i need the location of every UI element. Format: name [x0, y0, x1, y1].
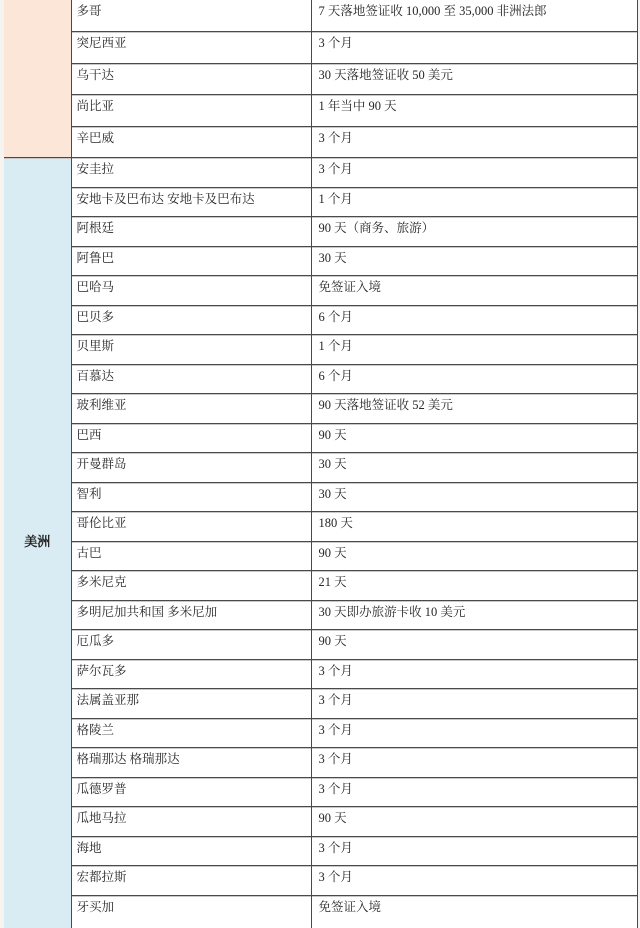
- table-row: [4, 0, 637, 32]
- visa-requirement-cell: 3 个月: [311, 689, 637, 719]
- table-row: [4, 807, 637, 837]
- country-name-cell: 阿根廷: [71, 217, 311, 247]
- visa-requirement-cell: 3 个月: [311, 866, 637, 896]
- country-name-cell: 瓜地马拉: [71, 807, 311, 837]
- country-name-cell: 巴西: [71, 423, 311, 453]
- table-row: [4, 718, 637, 748]
- visa-requirement-cell: 3 个月: [311, 659, 637, 689]
- country-name-cell: 格瑞那达 格瑞那达: [71, 748, 311, 778]
- visa-requirement-cell: 90 天落地签证收 52 美元: [311, 394, 637, 424]
- country-name-cell: 玻利维亚: [71, 394, 311, 424]
- country-name-cell: 宏都拉斯: [71, 866, 311, 896]
- region-cell-americas: [4, 158, 71, 928]
- country-name-cell: 百慕达: [71, 364, 311, 394]
- country-name-cell: 多米尼克: [71, 571, 311, 601]
- visa-requirement-cell: 30 天即办旅游卡收 10 美元: [311, 600, 637, 630]
- country-name-cell: 突尼西亚: [71, 32, 311, 64]
- visa-requirement-cell: 30 天: [311, 246, 637, 276]
- table-row: [4, 659, 637, 689]
- country-name-cell: 巴哈马: [71, 276, 311, 306]
- country-name-cell: 开曼群岛: [71, 453, 311, 483]
- country-name-cell: 哥伦比亚: [71, 512, 311, 542]
- region-label: 美洲: [24, 534, 51, 550]
- visa-requirement-cell: 3 个月: [311, 158, 637, 188]
- table-row: [4, 217, 637, 247]
- visa-requirement-cell: 3 个月: [311, 32, 637, 64]
- visa-requirement-cell: 3 个月: [311, 126, 637, 158]
- table-row: [4, 630, 637, 660]
- table-row: [4, 748, 637, 778]
- table-row: [4, 689, 637, 719]
- table-row: [4, 453, 637, 483]
- visa-requirement-cell: 90 天: [311, 630, 637, 660]
- visa-requirement-cell: 90 天: [311, 807, 637, 837]
- country-name-cell: 厄瓜多: [71, 630, 311, 660]
- country-name-cell: 古巴: [71, 541, 311, 571]
- table-row: [4, 482, 637, 512]
- table-row: [4, 187, 637, 217]
- visa-requirement-cell: 3 个月: [311, 748, 637, 778]
- table-row: [4, 158, 637, 188]
- country-name-cell: 多明尼加共和国 多米尼加: [71, 600, 311, 630]
- visa-requirement-cell: 3 个月: [311, 718, 637, 748]
- visa-requirement-cell: 1 年当中 90 天: [311, 95, 637, 127]
- visa-requirement-cell: 7 天落地签证收 10,000 至 35,000 非洲法郎: [311, 0, 637, 32]
- visa-requirement-cell: 21 天: [311, 571, 637, 601]
- country-name-cell: 巴贝多: [71, 305, 311, 335]
- visa-requirement-cell: 1 个月: [311, 335, 637, 365]
- country-name-cell: 瓜德罗普: [71, 777, 311, 807]
- visa-requirement-cell: 30 天: [311, 453, 637, 483]
- country-name-cell: 牙买加: [71, 895, 311, 928]
- country-name-cell: 乌干达: [71, 63, 311, 95]
- table-row: [4, 541, 637, 571]
- country-name-cell: 多哥: [71, 0, 311, 32]
- country-name-cell: 安圭拉: [71, 158, 311, 188]
- table-row: [4, 512, 637, 542]
- visa-requirement-cell: 免签证入境: [311, 276, 637, 306]
- country-name-cell: 法属盖亚那: [71, 689, 311, 719]
- visa-requirement-cell: 180 天: [311, 512, 637, 542]
- country-name-cell: 格陵兰: [71, 718, 311, 748]
- visa-requirement-cell: 30 天落地签证收 50 美元: [311, 63, 637, 95]
- table-row: [4, 394, 637, 424]
- country-name-cell: 海地: [71, 836, 311, 866]
- table-row: [4, 836, 637, 866]
- table-row: [4, 246, 637, 276]
- table-row: [4, 126, 637, 158]
- visa-requirement-cell: 30 天: [311, 482, 637, 512]
- visa-requirement-cell: 6 个月: [311, 364, 637, 394]
- table-row: [4, 571, 637, 601]
- table-row: [4, 423, 637, 453]
- visa-table-body: [4, 0, 637, 928]
- visa-requirement-cell: 90 天（商务、旅游）: [311, 217, 637, 247]
- country-name-cell: 贝里斯: [71, 335, 311, 365]
- country-name-cell: 阿鲁巴: [71, 246, 311, 276]
- visa-requirement-cell: 90 天: [311, 541, 637, 571]
- table-row: [4, 276, 637, 306]
- visa-requirement-cell: 1 个月: [311, 187, 637, 217]
- table-row: [4, 600, 637, 630]
- table-row: [4, 32, 637, 64]
- table-row: [4, 305, 637, 335]
- table-row: [4, 335, 637, 365]
- visa-requirement-cell: 3 个月: [311, 836, 637, 866]
- visa-requirement-cell: 90 天: [311, 423, 637, 453]
- visa-requirement-cell: 3 个月: [311, 777, 637, 807]
- country-name-cell: 尚比亚: [71, 95, 311, 127]
- visa-requirement-cell: 免签证入境: [311, 895, 637, 928]
- table-row: [4, 895, 637, 928]
- visa-requirement-cell: 6 个月: [311, 305, 637, 335]
- country-name-cell: 安地卡及巴布达 安地卡及巴布达: [71, 187, 311, 217]
- country-name-cell: 萨尔瓦多: [71, 659, 311, 689]
- country-name-cell: 智利: [71, 482, 311, 512]
- visa-table: [4, 0, 638, 928]
- table-row: [4, 95, 637, 127]
- region-cell-upper: [4, 0, 71, 158]
- table-row: [4, 63, 637, 95]
- table-row: [4, 777, 637, 807]
- table-row: [4, 866, 637, 896]
- table-row: [4, 364, 637, 394]
- country-name-cell: 辛巴威: [71, 126, 311, 158]
